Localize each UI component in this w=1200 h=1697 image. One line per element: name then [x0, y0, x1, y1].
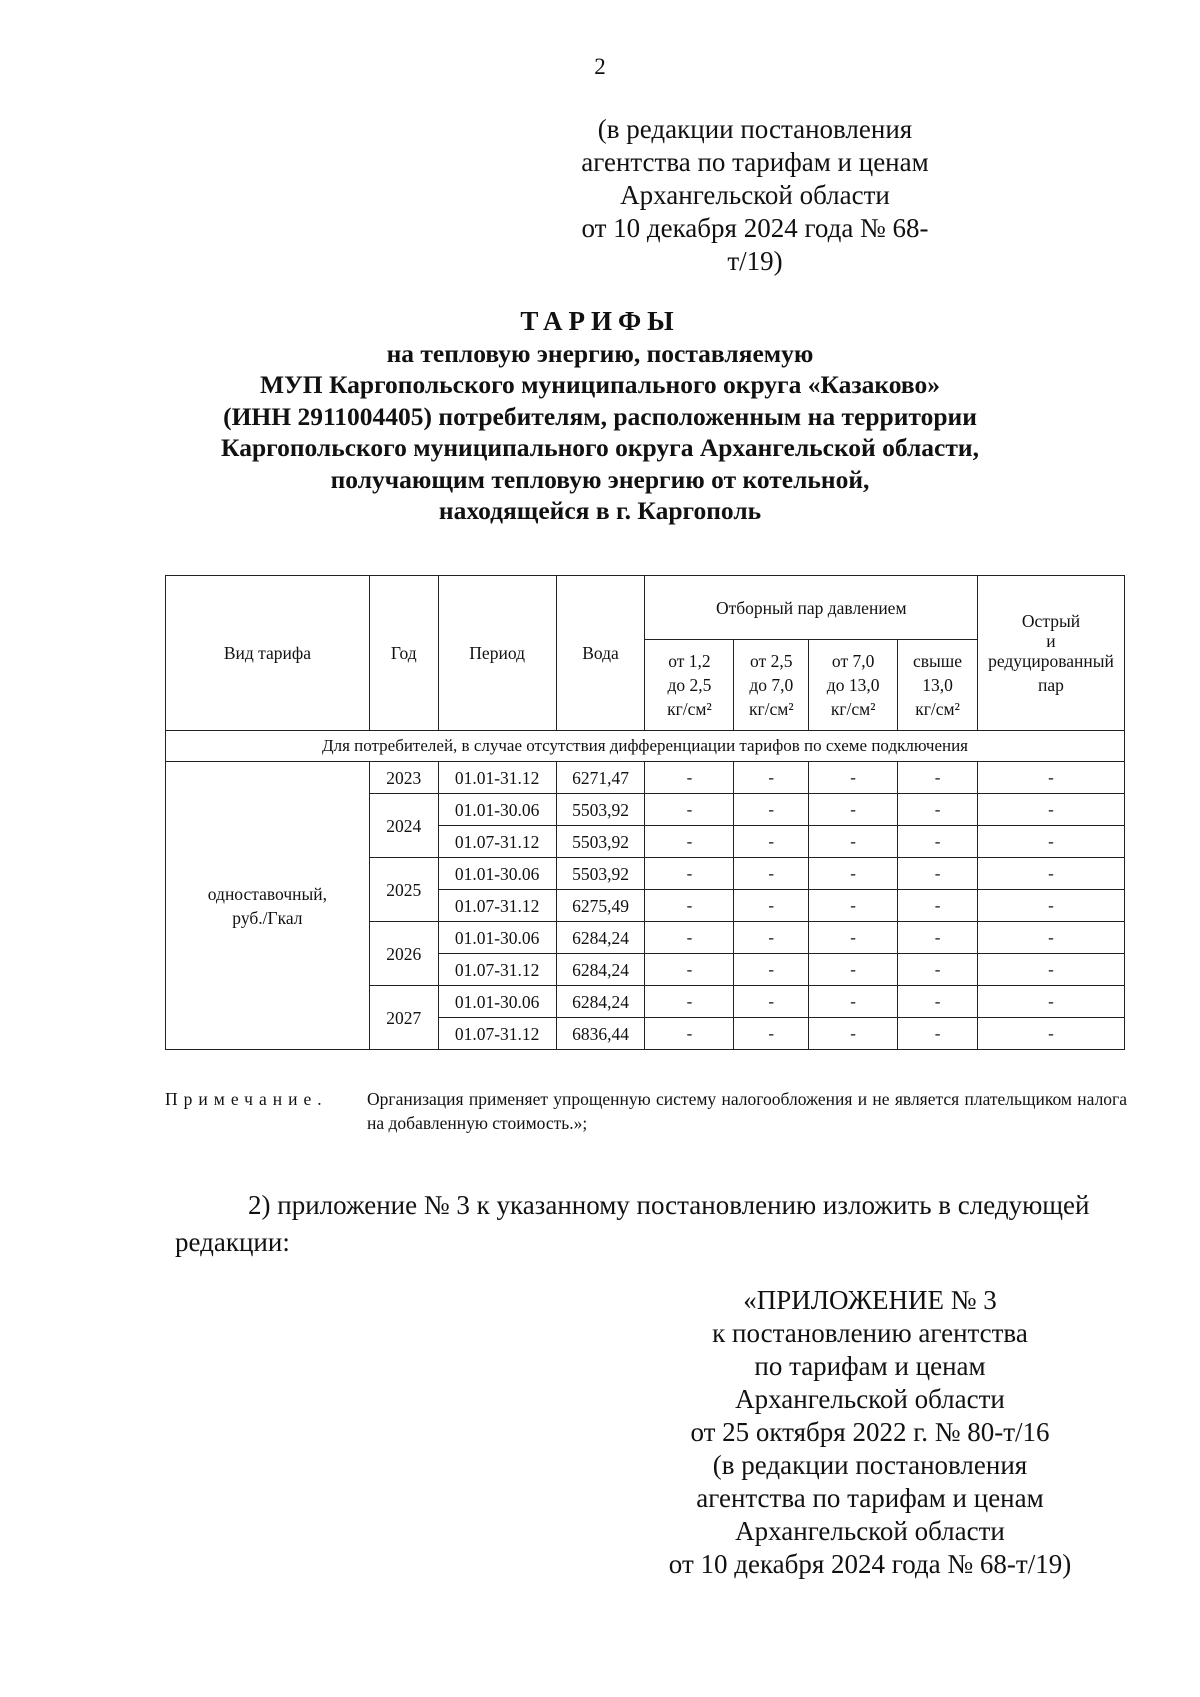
dash-cell: - — [977, 794, 1124, 826]
period-cell: 01.01-30.06 — [438, 858, 556, 890]
period-cell: 01.07-31.12 — [438, 826, 556, 858]
dash-cell: - — [809, 922, 898, 954]
header-steam-group: Отборный пар давлением — [645, 576, 978, 640]
header-line: до 7,0 — [749, 675, 794, 695]
header-line: кг/см² — [915, 699, 960, 719]
dash-cell: - — [809, 890, 898, 922]
tariff-label-line: руб./Гкал — [232, 907, 303, 928]
header-line: до 13,0 — [826, 675, 880, 695]
appendix-line: агентства по тарифам и ценам — [696, 1483, 1044, 1513]
dash-cell: - — [809, 794, 898, 826]
appendix-header — [660, 1284, 1080, 1581]
header-year: Год — [369, 576, 438, 731]
period-cell: 01.07-31.12 — [438, 1018, 556, 1050]
year-cell: 2027 — [369, 986, 438, 1050]
dash-cell: - — [809, 1018, 898, 1050]
edit-note-line: агентства по тарифам и ценам — [581, 147, 929, 177]
year-cell: 2024 — [369, 794, 438, 858]
dash-cell: - — [809, 762, 898, 794]
title-line: находящейся в г. Каргополь — [438, 496, 762, 525]
title-line: (ИНН 2911004405) потребителям, расположенным на территории — [223, 401, 977, 431]
water-cell: 6275,49 — [556, 890, 645, 922]
dash-cell: - — [977, 954, 1124, 986]
header-line: до 2,5 — [667, 675, 712, 695]
tariff-table — [165, 575, 1125, 1050]
header-steam-4 — [898, 640, 978, 731]
dash-cell: - — [977, 986, 1124, 1018]
dash-cell: - — [898, 954, 978, 986]
water-cell: 6284,24 — [556, 922, 645, 954]
dash-cell: - — [734, 858, 809, 890]
dash-cell: - — [977, 826, 1124, 858]
dash-cell: - — [809, 826, 898, 858]
dash-cell: - — [645, 922, 734, 954]
dash-cell: - — [645, 890, 734, 922]
header-line: редуцированный — [988, 651, 1114, 671]
dash-cell: - — [977, 890, 1124, 922]
appendix-line: от 25 октября 2022 г. № 80-т/16 — [690, 1417, 1050, 1447]
header-period: Период — [438, 576, 556, 731]
header-steam-2 — [734, 640, 809, 731]
appendix-line: к постановлению агентства — [712, 1318, 1028, 1348]
header-line: кг/см² — [748, 699, 794, 719]
dash-cell: - — [898, 986, 978, 1018]
dash-cell: - — [645, 794, 734, 826]
dash-cell: - — [734, 826, 809, 858]
header-steam-1 — [645, 640, 734, 731]
dash-cell: - — [898, 762, 978, 794]
period-cell: 01.01-30.06 — [438, 922, 556, 954]
appendix-line: Архангельской области — [735, 1384, 1005, 1414]
appendix-line: «ПРИЛОЖЕНИЕ № 3 — [743, 1285, 997, 1315]
title-line: МУП Каргопольского муниципального округа «Казаково» — [260, 370, 940, 399]
body-paragraph: 2) приложение № 3 к указанному постановлению изложить в следующей редакции: — [175, 1190, 1090, 1257]
dash-cell: - — [977, 922, 1124, 954]
edit-note-line: Архангельской области — [620, 180, 890, 210]
dash-cell: - — [734, 890, 809, 922]
appendix-line: Архангельской области — [735, 1516, 1005, 1546]
water-cell: 5503,92 — [556, 826, 645, 858]
tariff-label-line: одноставочный, — [207, 883, 327, 904]
period-cell: 01.07-31.12 — [438, 890, 556, 922]
dash-cell: - — [734, 762, 809, 794]
appendix-line: по тарифам и ценам — [754, 1351, 986, 1381]
period-cell: 01.01-30.06 — [438, 986, 556, 1018]
period-cell: 01.07-31.12 — [438, 954, 556, 986]
dash-cell: - — [898, 794, 978, 826]
title-heading: ТАРИФЫ — [520, 306, 680, 336]
water-cell: 6284,24 — [556, 986, 645, 1018]
dash-cell: - — [898, 1018, 978, 1050]
header-line: Острый — [1021, 611, 1081, 631]
header-sharp-steam — [977, 576, 1124, 731]
year-cell: 2025 — [369, 858, 438, 922]
year-cell: 2023 — [369, 762, 438, 794]
appendix-line: от 10 декабря 2024 года № 68-т/19) — [668, 1549, 1072, 1579]
edit-note-line: от 10 декабря 2024 года № 68-т/19) — [581, 213, 929, 276]
edit-note-line: (в редакции постановления — [597, 114, 913, 144]
header-line: 13,0 — [922, 675, 953, 695]
dash-cell: - — [977, 762, 1124, 794]
dash-cell: - — [898, 922, 978, 954]
tariff-type-cell — [166, 762, 370, 1050]
appendix-line: (в редакции постановления — [712, 1450, 1028, 1480]
section-label: Для потребителей, в случае отсутствия дифференциации тарифов по схеме подключения — [166, 731, 1125, 762]
water-cell: 5503,92 — [556, 858, 645, 890]
dash-cell: - — [645, 858, 734, 890]
header-line: кг/см² — [667, 699, 712, 719]
header-water: Вода — [556, 576, 645, 731]
dash-cell: - — [645, 986, 734, 1018]
dash-cell: - — [809, 986, 898, 1018]
water-cell: 6284,24 — [556, 954, 645, 986]
title-line: на тепловую энергию, поставляемую — [386, 338, 814, 368]
dash-cell: - — [809, 954, 898, 986]
header-line: от 1,2 — [668, 651, 711, 671]
header-line: от 2,5 — [750, 651, 793, 671]
dash-cell: - — [645, 954, 734, 986]
note-text: Организация применяет упрощенную систему налогообложения и не является плательщиком налога на добавленную стоимость.»; — [367, 1089, 1127, 1133]
title-line: получающим тепловую энергию от котельной, — [330, 464, 870, 494]
header-line: свыше — [913, 651, 963, 671]
dash-cell: - — [734, 986, 809, 1018]
page-number: 2 — [594, 54, 606, 79]
dash-cell: - — [734, 922, 809, 954]
header-line: пар — [1038, 675, 1064, 695]
edit-note — [560, 113, 950, 278]
header-line: кг/см² — [830, 699, 876, 719]
dash-cell: - — [809, 858, 898, 890]
dash-cell: - — [734, 954, 809, 986]
dash-cell: - — [898, 858, 978, 890]
period-cell: 01.01-31.12 — [438, 762, 556, 794]
water-cell: 6271,47 — [556, 762, 645, 794]
dash-cell: - — [977, 858, 1124, 890]
title-line: Каргопольского муниципального округа Архангельской области, — [221, 433, 979, 462]
dash-cell: - — [977, 1018, 1124, 1050]
dash-cell: - — [645, 1018, 734, 1050]
water-cell: 6836,44 — [556, 1018, 645, 1050]
header-line: и — [1046, 631, 1056, 651]
header-steam-3 — [809, 640, 898, 731]
water-cell: 5503,92 — [556, 794, 645, 826]
document-title — [160, 306, 1040, 527]
header-line: от 7,0 — [831, 651, 875, 671]
dash-cell: - — [645, 826, 734, 858]
dash-cell: - — [898, 890, 978, 922]
header-tariff-type: Вид тарифа — [166, 576, 370, 731]
dash-cell: - — [645, 762, 734, 794]
dash-cell: - — [898, 826, 978, 858]
dash-cell: - — [734, 1018, 809, 1050]
period-cell: 01.01-30.06 — [438, 794, 556, 826]
note-label: Примечание. — [165, 1089, 328, 1109]
table-row — [166, 762, 1125, 794]
year-cell: 2026 — [369, 922, 438, 986]
dash-cell: - — [734, 794, 809, 826]
